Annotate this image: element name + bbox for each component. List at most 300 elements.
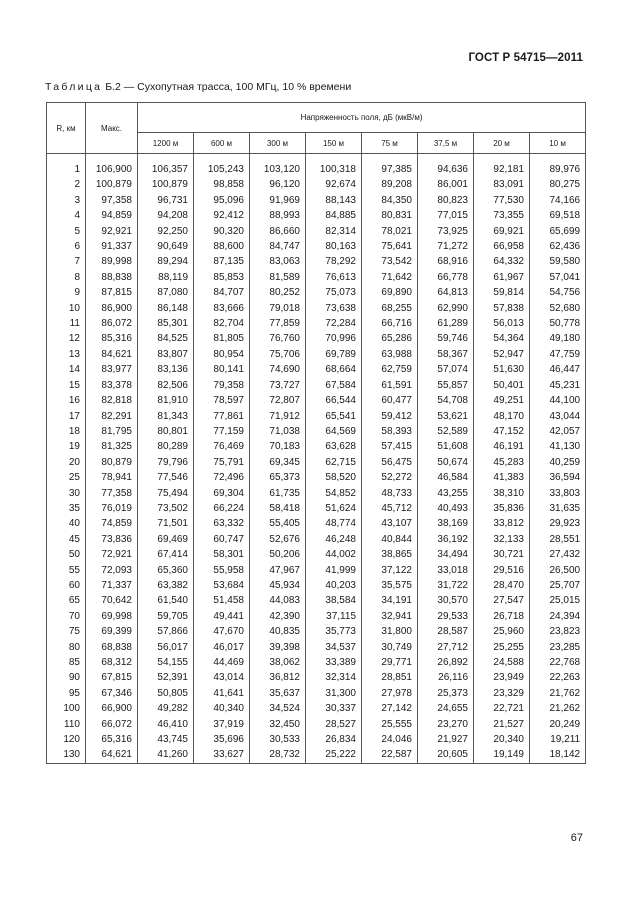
header-height: 37,5 м: [418, 133, 474, 154]
distance-cell: 110: [47, 717, 86, 732]
value-cell: 84,350: [362, 193, 418, 208]
value-cell: 35,773: [306, 624, 362, 639]
value-cell: 52,391: [138, 670, 194, 685]
value-cell: 30,749: [362, 640, 418, 655]
table-row: [47, 331, 586, 346]
value-cell: 38,169: [418, 516, 474, 531]
value-cell: 66,958: [474, 239, 530, 254]
value-cell: 80,141: [194, 362, 250, 377]
value-cell: 69,518: [530, 208, 586, 223]
table-row: [47, 470, 586, 485]
header-distance: R, км: [47, 103, 86, 154]
value-cell: 52,676: [250, 532, 306, 547]
table-row: [47, 285, 586, 300]
value-cell: 56,475: [362, 455, 418, 470]
value-cell: 71,912: [250, 409, 306, 424]
value-cell: 86,001: [418, 177, 474, 192]
table-row: [47, 670, 586, 685]
table-row: [47, 717, 586, 732]
value-cell: 73,355: [474, 208, 530, 223]
value-cell: 25,222: [306, 747, 362, 763]
value-cell: 28,527: [306, 717, 362, 732]
value-cell: 81,795: [86, 424, 138, 439]
value-cell: 49,441: [194, 609, 250, 624]
value-cell: 34,494: [418, 547, 474, 562]
value-cell: 90,320: [194, 224, 250, 239]
value-cell: 88,600: [194, 239, 250, 254]
value-cell: 48,170: [474, 409, 530, 424]
value-cell: 23,949: [474, 670, 530, 685]
value-cell: 51,458: [194, 593, 250, 608]
distance-cell: 4: [47, 208, 86, 223]
value-cell: 97,385: [362, 162, 418, 177]
value-cell: 44,100: [530, 393, 586, 408]
value-cell: 47,967: [250, 563, 306, 578]
value-cell: 26,116: [418, 670, 474, 685]
value-cell: 30,337: [306, 701, 362, 716]
value-cell: 72,093: [86, 563, 138, 578]
value-cell: 35,637: [250, 686, 306, 701]
table-row: [47, 593, 586, 608]
table-row: [47, 455, 586, 470]
value-cell: 56,017: [138, 640, 194, 655]
value-cell: 58,520: [306, 470, 362, 485]
value-cell: 57,838: [474, 301, 530, 316]
value-cell: 88,143: [306, 193, 362, 208]
value-cell: 72,496: [194, 470, 250, 485]
value-cell: 21,762: [530, 686, 586, 701]
value-cell: 33,803: [530, 486, 586, 501]
value-cell: 59,746: [418, 331, 474, 346]
value-cell: 24,394: [530, 609, 586, 624]
value-cell: 22,768: [530, 655, 586, 670]
value-cell: 23,270: [418, 717, 474, 732]
value-cell: 35,575: [362, 578, 418, 593]
value-cell: 81,805: [194, 331, 250, 346]
distance-cell: 14: [47, 362, 86, 377]
distance-cell: 10: [47, 301, 86, 316]
value-cell: 73,925: [418, 224, 474, 239]
value-cell: 81,589: [250, 270, 306, 285]
distance-cell: 15: [47, 378, 86, 393]
value-cell: 36,812: [250, 670, 306, 685]
value-cell: 83,063: [250, 254, 306, 269]
value-cell: 61,735: [250, 486, 306, 501]
table-caption: [45, 81, 351, 93]
value-cell: 60,747: [194, 532, 250, 547]
value-cell: 66,900: [86, 701, 138, 716]
distance-cell: 13: [47, 347, 86, 362]
value-cell: 74,166: [530, 193, 586, 208]
distance-cell: 18: [47, 424, 86, 439]
value-cell: 32,450: [250, 717, 306, 732]
value-cell: 91,969: [250, 193, 306, 208]
distance-cell: 120: [47, 732, 86, 747]
value-cell: 77,159: [194, 424, 250, 439]
value-cell: 71,272: [418, 239, 474, 254]
table-row: [47, 609, 586, 624]
value-cell: 32,314: [306, 670, 362, 685]
value-cell: 80,163: [306, 239, 362, 254]
value-cell: 50,401: [474, 378, 530, 393]
table-row: [47, 208, 586, 223]
value-cell: 66,224: [194, 501, 250, 516]
value-cell: 62,759: [362, 362, 418, 377]
table-row: [47, 439, 586, 454]
value-cell: 23,329: [474, 686, 530, 701]
value-cell: 83,807: [138, 347, 194, 362]
value-cell: 66,716: [362, 316, 418, 331]
header-height: 1200 м: [138, 133, 194, 154]
value-cell: 54,852: [306, 486, 362, 501]
value-cell: 77,859: [250, 316, 306, 331]
table-row: [47, 424, 586, 439]
value-cell: 73,727: [250, 378, 306, 393]
value-cell: 77,546: [138, 470, 194, 485]
value-cell: 77,530: [474, 193, 530, 208]
value-cell: 37,115: [306, 609, 362, 624]
value-cell: 65,316: [86, 732, 138, 747]
value-cell: 20,249: [530, 717, 586, 732]
distance-cell: 11: [47, 316, 86, 331]
value-cell: 25,555: [362, 717, 418, 732]
value-cell: 92,250: [138, 224, 194, 239]
value-cell: 25,255: [474, 640, 530, 655]
value-cell: 73,638: [306, 301, 362, 316]
value-cell: 29,516: [474, 563, 530, 578]
value-cell: 85,853: [194, 270, 250, 285]
value-cell: 68,255: [362, 301, 418, 316]
header-height: 20 м: [474, 133, 530, 154]
value-cell: 38,584: [306, 593, 362, 608]
value-cell: 33,627: [194, 747, 250, 763]
value-cell: 65,360: [138, 563, 194, 578]
value-cell: 82,818: [86, 393, 138, 408]
value-cell: 85,301: [138, 316, 194, 331]
value-cell: 46,017: [194, 640, 250, 655]
value-cell: 68,664: [306, 362, 362, 377]
distance-cell: 19: [47, 439, 86, 454]
distance-cell: 20: [47, 455, 86, 470]
value-cell: 35,836: [474, 501, 530, 516]
header-height: 600 м: [194, 133, 250, 154]
value-cell: 46,447: [530, 362, 586, 377]
value-cell: 79,018: [250, 301, 306, 316]
value-cell: 62,436: [530, 239, 586, 254]
value-cell: 31,635: [530, 501, 586, 516]
distance-cell: 12: [47, 331, 86, 346]
value-cell: 69,304: [194, 486, 250, 501]
value-cell: 65,541: [306, 409, 362, 424]
value-cell: 69,469: [138, 532, 194, 547]
table-row: [47, 686, 586, 701]
value-cell: 36,594: [530, 470, 586, 485]
value-cell: 25,015: [530, 593, 586, 608]
value-cell: 86,072: [86, 316, 138, 331]
value-cell: 75,073: [306, 285, 362, 300]
value-cell: 59,705: [138, 609, 194, 624]
value-cell: 90,649: [138, 239, 194, 254]
value-cell: 34,524: [250, 701, 306, 716]
value-cell: 24,046: [362, 732, 418, 747]
value-cell: 72,921: [86, 547, 138, 562]
value-cell: 78,292: [306, 254, 362, 269]
value-cell: 25,960: [474, 624, 530, 639]
value-cell: 52,947: [474, 347, 530, 362]
value-cell: 69,789: [306, 347, 362, 362]
value-cell: 68,916: [418, 254, 474, 269]
value-cell: 47,670: [194, 624, 250, 639]
value-cell: 23,823: [530, 624, 586, 639]
table-row: [47, 624, 586, 639]
value-cell: 25,373: [418, 686, 474, 701]
value-cell: 100,879: [86, 177, 138, 192]
distance-cell: 9: [47, 285, 86, 300]
distance-cell: 60: [47, 578, 86, 593]
value-cell: 43,745: [138, 732, 194, 747]
value-cell: 33,018: [418, 563, 474, 578]
value-cell: 40,844: [362, 532, 418, 547]
value-cell: 52,680: [530, 301, 586, 316]
value-cell: 58,367: [418, 347, 474, 362]
value-cell: 73,502: [138, 501, 194, 516]
value-cell: 91,337: [86, 239, 138, 254]
value-cell: 34,191: [362, 593, 418, 608]
value-cell: 39,398: [250, 640, 306, 655]
value-cell: 70,996: [306, 331, 362, 346]
value-cell: 65,699: [530, 224, 586, 239]
standard-number: ГОСТ Р 54715—2011: [468, 52, 583, 64]
value-cell: 62,715: [306, 455, 362, 470]
distance-cell: 85: [47, 655, 86, 670]
value-cell: 27,142: [362, 701, 418, 716]
value-cell: 69,345: [250, 455, 306, 470]
table-row: [47, 224, 586, 239]
value-cell: 54,155: [138, 655, 194, 670]
value-cell: 21,527: [474, 717, 530, 732]
header-height: 10 м: [530, 133, 586, 154]
table-row: [47, 732, 586, 747]
value-cell: 80,252: [250, 285, 306, 300]
value-cell: 80,801: [138, 424, 194, 439]
value-cell: 97,358: [86, 193, 138, 208]
value-cell: 20,605: [418, 747, 474, 763]
value-cell: 77,358: [86, 486, 138, 501]
table-row: [47, 316, 586, 331]
value-cell: 58,393: [362, 424, 418, 439]
value-cell: 40,203: [306, 578, 362, 593]
value-cell: 64,621: [86, 747, 138, 763]
value-cell: 18,142: [530, 747, 586, 763]
value-cell: 68,312: [86, 655, 138, 670]
value-cell: 35,696: [194, 732, 250, 747]
value-cell: 92,181: [474, 162, 530, 177]
table-row: [47, 547, 586, 562]
distance-cell: 1: [47, 162, 86, 177]
value-cell: 75,494: [138, 486, 194, 501]
value-cell: 49,180: [530, 331, 586, 346]
table-row: [47, 270, 586, 285]
value-cell: 67,584: [306, 378, 362, 393]
distance-cell: 17: [47, 409, 86, 424]
value-cell: 28,587: [418, 624, 474, 639]
value-cell: 47,759: [530, 347, 586, 362]
value-cell: 53,684: [194, 578, 250, 593]
value-cell: 45,934: [250, 578, 306, 593]
value-cell: 83,136: [138, 362, 194, 377]
value-cell: 76,760: [250, 331, 306, 346]
value-cell: 43,044: [530, 409, 586, 424]
value-cell: 38,865: [362, 547, 418, 562]
value-cell: 46,584: [418, 470, 474, 485]
value-cell: 40,493: [418, 501, 474, 516]
value-cell: 74,859: [86, 516, 138, 531]
value-cell: 58,418: [250, 501, 306, 516]
value-cell: 38,310: [474, 486, 530, 501]
distance-cell: 95: [47, 686, 86, 701]
value-cell: 71,038: [250, 424, 306, 439]
distance-cell: 65: [47, 593, 86, 608]
value-cell: 63,988: [362, 347, 418, 362]
value-cell: 84,525: [138, 331, 194, 346]
value-cell: 75,791: [194, 455, 250, 470]
table-row: [47, 254, 586, 269]
value-cell: 87,135: [194, 254, 250, 269]
value-cell: 67,346: [86, 686, 138, 701]
value-cell: 54,364: [474, 331, 530, 346]
value-cell: 67,815: [86, 670, 138, 685]
value-cell: 78,597: [194, 393, 250, 408]
value-cell: 87,815: [86, 285, 138, 300]
value-cell: 55,405: [250, 516, 306, 531]
value-cell: 43,014: [194, 670, 250, 685]
value-cell: 77,861: [194, 409, 250, 424]
value-cell: 41,260: [138, 747, 194, 763]
value-cell: 81,343: [138, 409, 194, 424]
distance-cell: 40: [47, 516, 86, 531]
value-cell: 80,831: [362, 208, 418, 223]
table-row: [47, 563, 586, 578]
value-cell: 55,958: [194, 563, 250, 578]
value-cell: 54,708: [418, 393, 474, 408]
value-cell: 52,589: [418, 424, 474, 439]
value-cell: 94,208: [138, 208, 194, 223]
value-cell: 34,537: [306, 640, 362, 655]
table-row: [47, 362, 586, 377]
value-cell: 27,712: [418, 640, 474, 655]
value-cell: 72,807: [250, 393, 306, 408]
table-row: [47, 347, 586, 362]
value-cell: 21,262: [530, 701, 586, 716]
value-cell: 27,547: [474, 593, 530, 608]
distance-cell: 25: [47, 470, 86, 485]
value-cell: 50,206: [250, 547, 306, 562]
value-cell: 78,941: [86, 470, 138, 485]
value-cell: 42,057: [530, 424, 586, 439]
value-cell: 50,778: [530, 316, 586, 331]
value-cell: 92,921: [86, 224, 138, 239]
value-cell: 26,834: [306, 732, 362, 747]
value-cell: 45,712: [362, 501, 418, 516]
value-cell: 92,412: [194, 208, 250, 223]
value-cell: 40,340: [194, 701, 250, 716]
value-cell: 30,570: [418, 593, 474, 608]
value-cell: 73,836: [86, 532, 138, 547]
value-cell: 46,410: [138, 717, 194, 732]
value-cell: 65,373: [250, 470, 306, 485]
value-cell: 29,771: [362, 655, 418, 670]
value-cell: 53,621: [418, 409, 474, 424]
value-cell: 80,823: [418, 193, 474, 208]
value-cell: 70,642: [86, 593, 138, 608]
value-cell: 84,621: [86, 347, 138, 362]
table-row: [47, 532, 586, 547]
value-cell: 76,469: [194, 439, 250, 454]
value-cell: 19,149: [474, 747, 530, 763]
value-cell: 84,747: [250, 239, 306, 254]
value-cell: 41,383: [474, 470, 530, 485]
value-cell: 28,851: [362, 670, 418, 685]
spacer-row: [47, 154, 586, 163]
table-row: [47, 239, 586, 254]
value-cell: 83,091: [474, 177, 530, 192]
value-cell: 95,096: [194, 193, 250, 208]
value-cell: 36,192: [418, 532, 474, 547]
value-cell: 23,285: [530, 640, 586, 655]
value-cell: 83,977: [86, 362, 138, 377]
value-cell: 64,332: [474, 254, 530, 269]
value-cell: 76,019: [86, 501, 138, 516]
value-cell: 30,721: [474, 547, 530, 562]
value-cell: 87,080: [138, 285, 194, 300]
value-cell: 66,544: [306, 393, 362, 408]
value-cell: 61,289: [418, 316, 474, 331]
table-row: [47, 701, 586, 716]
value-cell: 67,414: [138, 547, 194, 562]
value-cell: 55,857: [418, 378, 474, 393]
value-cell: 71,642: [362, 270, 418, 285]
value-cell: 24,655: [418, 701, 474, 716]
value-cell: 82,314: [306, 224, 362, 239]
value-cell: 33,389: [306, 655, 362, 670]
value-cell: 37,122: [362, 563, 418, 578]
value-cell: 45,231: [530, 378, 586, 393]
value-cell: 38,062: [250, 655, 306, 670]
value-cell: 54,756: [530, 285, 586, 300]
value-cell: 96,731: [138, 193, 194, 208]
value-cell: 21,927: [418, 732, 474, 747]
value-cell: 29,923: [530, 516, 586, 531]
value-cell: 37,919: [194, 717, 250, 732]
value-cell: 52,272: [362, 470, 418, 485]
header-max: Макс.: [86, 103, 138, 154]
distance-cell: 75: [47, 624, 86, 639]
value-cell: 29,533: [418, 609, 474, 624]
distance-cell: 5: [47, 224, 86, 239]
distance-cell: 8: [47, 270, 86, 285]
value-cell: 41,130: [530, 439, 586, 454]
table-row: [47, 486, 586, 501]
value-cell: 46,248: [306, 532, 362, 547]
distance-cell: 6: [47, 239, 86, 254]
value-cell: 27,432: [530, 547, 586, 562]
value-cell: 88,119: [138, 270, 194, 285]
table-row: [47, 193, 586, 208]
value-cell: 57,041: [530, 270, 586, 285]
value-cell: 48,774: [306, 516, 362, 531]
page-number: 67: [570, 832, 583, 844]
value-cell: 31,722: [418, 578, 474, 593]
